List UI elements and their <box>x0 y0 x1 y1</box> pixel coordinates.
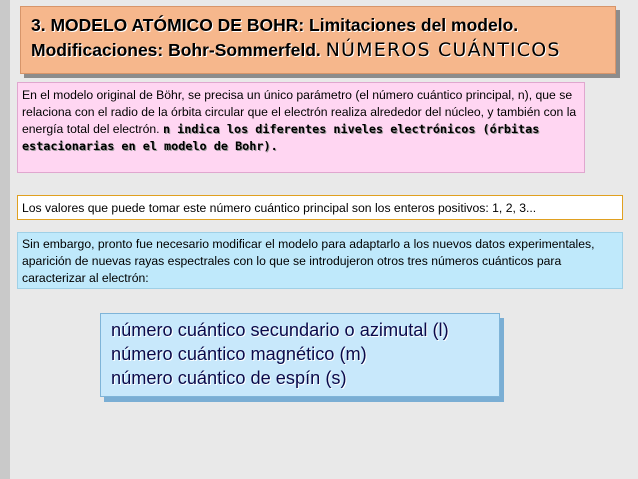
title-line-2-text: Modificaciones: Bohr-Sommerfeld. <box>31 40 321 60</box>
bohr-model-bold-text: n indica los diferentes niveles electrónicos (órbitas estacionarias en el modelo de Bohr). <box>22 122 540 153</box>
principal-values-paragraph <box>17 195 623 220</box>
title-line-2 <box>31 38 607 63</box>
principal-values-text: Los valores que puede tomar este número cuántico principal son los enteros positivos: 1, 2, 3... <box>22 201 537 215</box>
title-emphasis: NÚMEROS CUÁNTICOS <box>325 39 561 61</box>
quantum-number-item: número cuántico magnético (m) <box>111 344 367 364</box>
bohr-model-text: En el modelo original de Böhr, se precisa un único parámetro (el número cuántico principal, n), que se relaciona con el radio de la órbita circular que el electrón realiza alrededor del núcleo, y también con la energía total del electrón. <box>22 88 577 136</box>
title-line-1: 3. MODELO ATÓMICO DE BOHR: Limitaciones del modelo. <box>31 15 519 35</box>
quantum-numbers-list <box>100 313 500 397</box>
quantum-number-item: número cuántico secundario o azimutal (l) <box>111 320 449 340</box>
quantum-number-item: número cuántico de espín (s) <box>111 368 347 388</box>
bohr-model-paragraph <box>17 82 585 173</box>
modification-paragraph <box>17 232 623 289</box>
modification-text: Sin embargo, pronto fue necesario modificar el modelo para adaptarlo a los nuevos datos experimentales, aparición de nuevas rayas espectrales con lo que se introdujeron otros tres números cuánticos para caracterizar al electrón: <box>22 237 595 285</box>
title-box <box>20 6 616 74</box>
slide-left-edge <box>0 0 10 479</box>
